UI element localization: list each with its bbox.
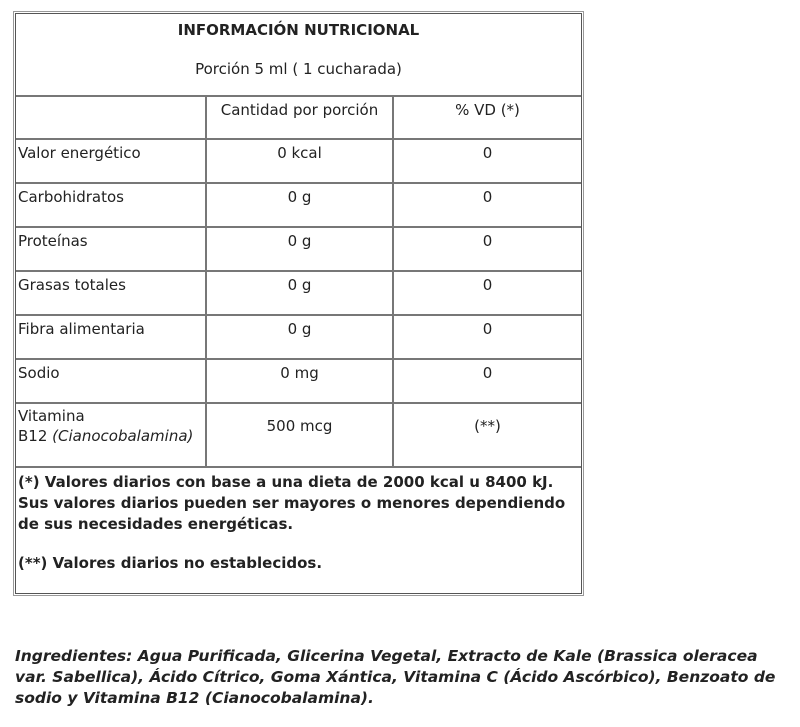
nutrient-vd: 0 xyxy=(482,320,493,338)
column-header-row xyxy=(16,97,581,140)
footnote-not-established: (**) Valores diarios no establecidos. xyxy=(18,554,323,572)
table-row xyxy=(16,316,581,360)
nutrition-table xyxy=(15,13,582,594)
vitamin-name-line2: B12 xyxy=(18,427,48,445)
vitamin-name xyxy=(16,404,207,466)
nutrient-amount: 0 g xyxy=(207,184,394,226)
footnote-daily-values: (*) Valores diarios con base a una dieta de 2000 kcal u 8400 kJ. Sus valores diarios pueden ser mayores o menores dependiendo de sus necesidades energéticas. xyxy=(18,473,566,533)
column-header-amount: Cantidad por porción xyxy=(207,97,394,138)
nutrient-name: Sodio xyxy=(16,360,207,402)
nutrient-amount: 0 kcal xyxy=(207,140,394,182)
nutrient-vd: 0 xyxy=(482,232,493,250)
ingredients-text: Ingredientes: Agua Purificada, Glicerina Vegetal, Extracto de Kale (Brassica oleracea var. Sabellica), Ácido Cítrico, Goma Xántica, Vitamina C (Ácido Ascórbico), Benzoato de sodio y Vitamina B12 (Cianocobalamina). xyxy=(15,647,776,707)
table-title: INFORMACIÓN NUTRICIONAL xyxy=(177,21,420,39)
footnotes xyxy=(16,468,581,593)
nutrient-amount: 0 g xyxy=(207,316,394,358)
nutrient-name: Proteínas xyxy=(16,228,207,270)
column-header-vd: % VD (*) xyxy=(455,101,520,119)
nutrient-name: Carbohidratos xyxy=(16,184,207,226)
nutrient-amount: 0 mg xyxy=(207,360,394,402)
nutrient-vd: 0 xyxy=(482,364,493,382)
nutrient-name: Grasas totales xyxy=(16,272,207,314)
table-header xyxy=(16,14,581,97)
nutrient-name: Valor energético xyxy=(16,140,207,182)
nutrient-amount: 0 g xyxy=(207,272,394,314)
nutrient-name: Fibra alimentaria xyxy=(16,316,207,358)
column-header-nutrient xyxy=(16,97,207,138)
nutrient-amount: 0 g xyxy=(207,228,394,270)
vitamin-vd: (**) xyxy=(474,417,501,435)
vitamin-name-line1: Vitamina xyxy=(18,407,85,425)
vitamin-row xyxy=(16,404,581,468)
table-row xyxy=(16,228,581,272)
portion-size: Porción 5 ml ( 1 cucharada) xyxy=(195,60,402,78)
table-row xyxy=(16,360,581,404)
vitamin-amount: 500 mcg xyxy=(207,404,394,466)
nutrient-vd: 0 xyxy=(482,188,493,206)
table-row xyxy=(16,184,581,228)
nutrient-vd: 0 xyxy=(482,276,493,294)
table-row xyxy=(16,272,581,316)
table-row xyxy=(16,140,581,184)
vitamin-name-italic: (Cianocobalamina) xyxy=(52,427,194,445)
nutrient-vd: 0 xyxy=(482,144,493,162)
